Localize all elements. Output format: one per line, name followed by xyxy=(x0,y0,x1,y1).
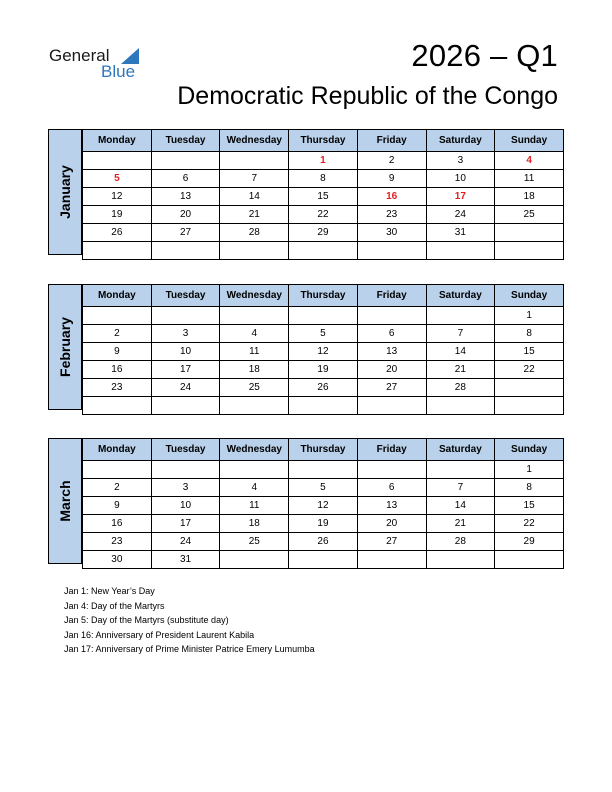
day-cell: 12 xyxy=(289,497,358,515)
day-cell: 18 xyxy=(220,361,289,379)
day-cell xyxy=(426,307,495,325)
day-cell: 4 xyxy=(220,325,289,343)
day-cell: 26 xyxy=(289,533,358,551)
day-cell xyxy=(83,461,152,479)
day-cell: 8 xyxy=(289,170,358,188)
day-cell: 5 xyxy=(289,479,358,497)
weekday-header: Friday xyxy=(357,130,426,152)
day-cell: 11 xyxy=(220,343,289,361)
week-row xyxy=(83,379,564,397)
day-cell: 17 xyxy=(151,515,220,533)
day-cell xyxy=(220,242,289,260)
day-cell: 30 xyxy=(357,224,426,242)
week-row xyxy=(83,343,564,361)
holiday-note: Jan 4: Day of the Martyrs xyxy=(64,600,165,611)
week-row xyxy=(83,325,564,343)
day-cell xyxy=(83,307,152,325)
day-cell: 28 xyxy=(426,533,495,551)
day-cell: 20 xyxy=(357,515,426,533)
month-label-box xyxy=(48,284,82,410)
day-cell: 4 xyxy=(220,479,289,497)
weekday-header: Monday xyxy=(83,130,152,152)
day-cell xyxy=(151,242,220,260)
day-cell: 3 xyxy=(151,479,220,497)
weekday-header: Saturday xyxy=(426,130,495,152)
week-row xyxy=(83,515,564,533)
day-cell: 8 xyxy=(495,325,564,343)
day-cell xyxy=(83,152,152,170)
week-row xyxy=(83,497,564,515)
day-cell xyxy=(495,242,564,260)
day-cell: 22 xyxy=(495,515,564,533)
day-cell: 19 xyxy=(289,515,358,533)
day-cell: 19 xyxy=(83,206,152,224)
day-cell: 13 xyxy=(357,343,426,361)
day-cell: 25 xyxy=(495,206,564,224)
month-block-march xyxy=(48,438,564,564)
day-cell: 18 xyxy=(495,188,564,206)
calendar-table xyxy=(82,129,564,260)
logo-blue-text: Blue xyxy=(101,62,136,81)
day-cell: 7 xyxy=(220,170,289,188)
day-cell xyxy=(289,397,358,415)
logo xyxy=(49,44,149,84)
holiday-note: Jan 16: Anniversary of President Laurent Kabila xyxy=(64,629,255,640)
day-cell: 3 xyxy=(151,325,220,343)
day-cell: 28 xyxy=(426,379,495,397)
week-row xyxy=(83,533,564,551)
day-cell: 31 xyxy=(426,224,495,242)
day-cell: 28 xyxy=(220,224,289,242)
day-cell xyxy=(495,397,564,415)
day-cell: 6 xyxy=(151,170,220,188)
week-row xyxy=(83,307,564,325)
day-cell xyxy=(426,242,495,260)
day-cell: 19 xyxy=(289,361,358,379)
weekday-header: Wednesday xyxy=(220,130,289,152)
month-label-box xyxy=(48,438,82,564)
day-cell xyxy=(357,397,426,415)
logo-general-text: General xyxy=(49,46,110,65)
weekday-header: Wednesday xyxy=(220,439,289,461)
month-label-box xyxy=(48,129,82,255)
day-cell xyxy=(426,461,495,479)
day-cell xyxy=(83,397,152,415)
calendar-table xyxy=(82,438,564,569)
page-title: 2026 – Q1 xyxy=(411,38,558,73)
weekday-header: Monday xyxy=(83,439,152,461)
day-cell xyxy=(357,461,426,479)
week-row xyxy=(83,152,564,170)
week-row xyxy=(83,206,564,224)
day-cell xyxy=(495,379,564,397)
day-cell: 16 xyxy=(83,515,152,533)
day-cell: 21 xyxy=(426,361,495,379)
day-cell: 29 xyxy=(289,224,358,242)
day-cell: 18 xyxy=(220,515,289,533)
weekday-header: Sunday xyxy=(495,439,564,461)
day-cell: 9 xyxy=(357,170,426,188)
weekday-header: Saturday xyxy=(426,439,495,461)
week-row xyxy=(83,188,564,206)
day-cell: 2 xyxy=(357,152,426,170)
day-cell: 9 xyxy=(83,343,152,361)
day-cell: 7 xyxy=(426,325,495,343)
day-cell: 2 xyxy=(83,325,152,343)
day-cell xyxy=(357,307,426,325)
day-cell xyxy=(357,242,426,260)
day-cell: 16 xyxy=(357,188,426,206)
day-cell: 2 xyxy=(83,479,152,497)
day-cell xyxy=(151,152,220,170)
day-cell: 5 xyxy=(289,325,358,343)
day-cell: 25 xyxy=(220,379,289,397)
weekday-header: Sunday xyxy=(495,285,564,307)
day-cell xyxy=(495,224,564,242)
week-row xyxy=(83,397,564,415)
week-row xyxy=(83,461,564,479)
day-cell: 21 xyxy=(220,206,289,224)
day-cell xyxy=(289,242,358,260)
day-cell xyxy=(357,551,426,569)
day-cell: 22 xyxy=(495,361,564,379)
weekday-header-row xyxy=(83,285,564,307)
week-row xyxy=(83,242,564,260)
holiday-notes xyxy=(64,584,315,657)
day-cell xyxy=(426,551,495,569)
day-cell: 7 xyxy=(426,479,495,497)
month-label: January xyxy=(57,165,73,219)
day-cell: 1 xyxy=(495,461,564,479)
weekday-header-row xyxy=(83,439,564,461)
weekday-header: Friday xyxy=(357,285,426,307)
holiday-note: Jan 1: New Year’s Day xyxy=(64,586,155,596)
day-cell: 5 xyxy=(83,170,152,188)
month-label: February xyxy=(57,317,73,377)
day-cell: 9 xyxy=(83,497,152,515)
weekday-header: Sunday xyxy=(495,130,564,152)
weekday-header: Thursday xyxy=(289,285,358,307)
day-cell: 15 xyxy=(289,188,358,206)
day-cell xyxy=(220,397,289,415)
day-cell xyxy=(495,551,564,569)
day-cell: 15 xyxy=(495,497,564,515)
day-cell: 14 xyxy=(426,497,495,515)
day-cell: 1 xyxy=(289,152,358,170)
day-cell: 17 xyxy=(426,188,495,206)
day-cell: 27 xyxy=(357,533,426,551)
day-cell: 6 xyxy=(357,325,426,343)
day-cell: 15 xyxy=(495,343,564,361)
day-cell: 12 xyxy=(289,343,358,361)
day-cell: 13 xyxy=(357,497,426,515)
week-row xyxy=(83,170,564,188)
day-cell: 22 xyxy=(289,206,358,224)
day-cell: 10 xyxy=(426,170,495,188)
day-cell: 8 xyxy=(495,479,564,497)
weekday-header-row xyxy=(83,130,564,152)
weekday-header: Tuesday xyxy=(151,130,220,152)
day-cell xyxy=(289,461,358,479)
day-cell: 10 xyxy=(151,497,220,515)
day-cell xyxy=(220,461,289,479)
month-block-february xyxy=(48,284,564,410)
day-cell: 31 xyxy=(151,551,220,569)
day-cell xyxy=(151,397,220,415)
weekday-header: Monday xyxy=(83,285,152,307)
month-label: March xyxy=(57,480,73,522)
day-cell: 11 xyxy=(220,497,289,515)
day-cell: 6 xyxy=(357,479,426,497)
weekday-header: Saturday xyxy=(426,285,495,307)
week-row xyxy=(83,479,564,497)
day-cell: 20 xyxy=(357,361,426,379)
weekday-header: Thursday xyxy=(289,439,358,461)
day-cell: 3 xyxy=(426,152,495,170)
weekday-header: Thursday xyxy=(289,130,358,152)
weekday-header: Friday xyxy=(357,439,426,461)
day-cell xyxy=(151,307,220,325)
day-cell: 11 xyxy=(495,170,564,188)
weekday-header: Wednesday xyxy=(220,285,289,307)
day-cell xyxy=(289,551,358,569)
day-cell xyxy=(220,152,289,170)
day-cell: 27 xyxy=(357,379,426,397)
day-cell: 23 xyxy=(83,379,152,397)
day-cell: 27 xyxy=(151,224,220,242)
weekday-header: Tuesday xyxy=(151,285,220,307)
day-cell xyxy=(220,551,289,569)
week-row xyxy=(83,224,564,242)
calendar-table xyxy=(82,284,564,415)
day-cell xyxy=(151,461,220,479)
day-cell: 30 xyxy=(83,551,152,569)
day-cell: 23 xyxy=(357,206,426,224)
day-cell xyxy=(426,397,495,415)
day-cell: 1 xyxy=(495,307,564,325)
day-cell xyxy=(220,307,289,325)
day-cell: 4 xyxy=(495,152,564,170)
country-title: Democratic Republic of the Congo xyxy=(177,82,558,110)
day-cell xyxy=(83,242,152,260)
day-cell: 23 xyxy=(83,533,152,551)
day-cell: 21 xyxy=(426,515,495,533)
day-cell: 24 xyxy=(426,206,495,224)
day-cell: 12 xyxy=(83,188,152,206)
holiday-note: Jan 5: Day of the Martyrs (substitute day) xyxy=(64,615,229,626)
day-cell: 26 xyxy=(83,224,152,242)
day-cell: 16 xyxy=(83,361,152,379)
day-cell: 14 xyxy=(426,343,495,361)
day-cell: 24 xyxy=(151,533,220,551)
day-cell xyxy=(289,307,358,325)
week-row xyxy=(83,361,564,379)
day-cell: 24 xyxy=(151,379,220,397)
day-cell: 10 xyxy=(151,343,220,361)
weekday-header: Tuesday xyxy=(151,439,220,461)
holiday-note: Jan 17: Anniversary of Prime Minister Patrice Emery Lumumba xyxy=(64,644,315,655)
day-cell: 29 xyxy=(495,533,564,551)
month-block-january xyxy=(48,129,564,255)
day-cell: 20 xyxy=(151,206,220,224)
day-cell: 14 xyxy=(220,188,289,206)
week-row xyxy=(83,551,564,569)
day-cell: 26 xyxy=(289,379,358,397)
day-cell: 13 xyxy=(151,188,220,206)
day-cell: 25 xyxy=(220,533,289,551)
day-cell: 17 xyxy=(151,361,220,379)
